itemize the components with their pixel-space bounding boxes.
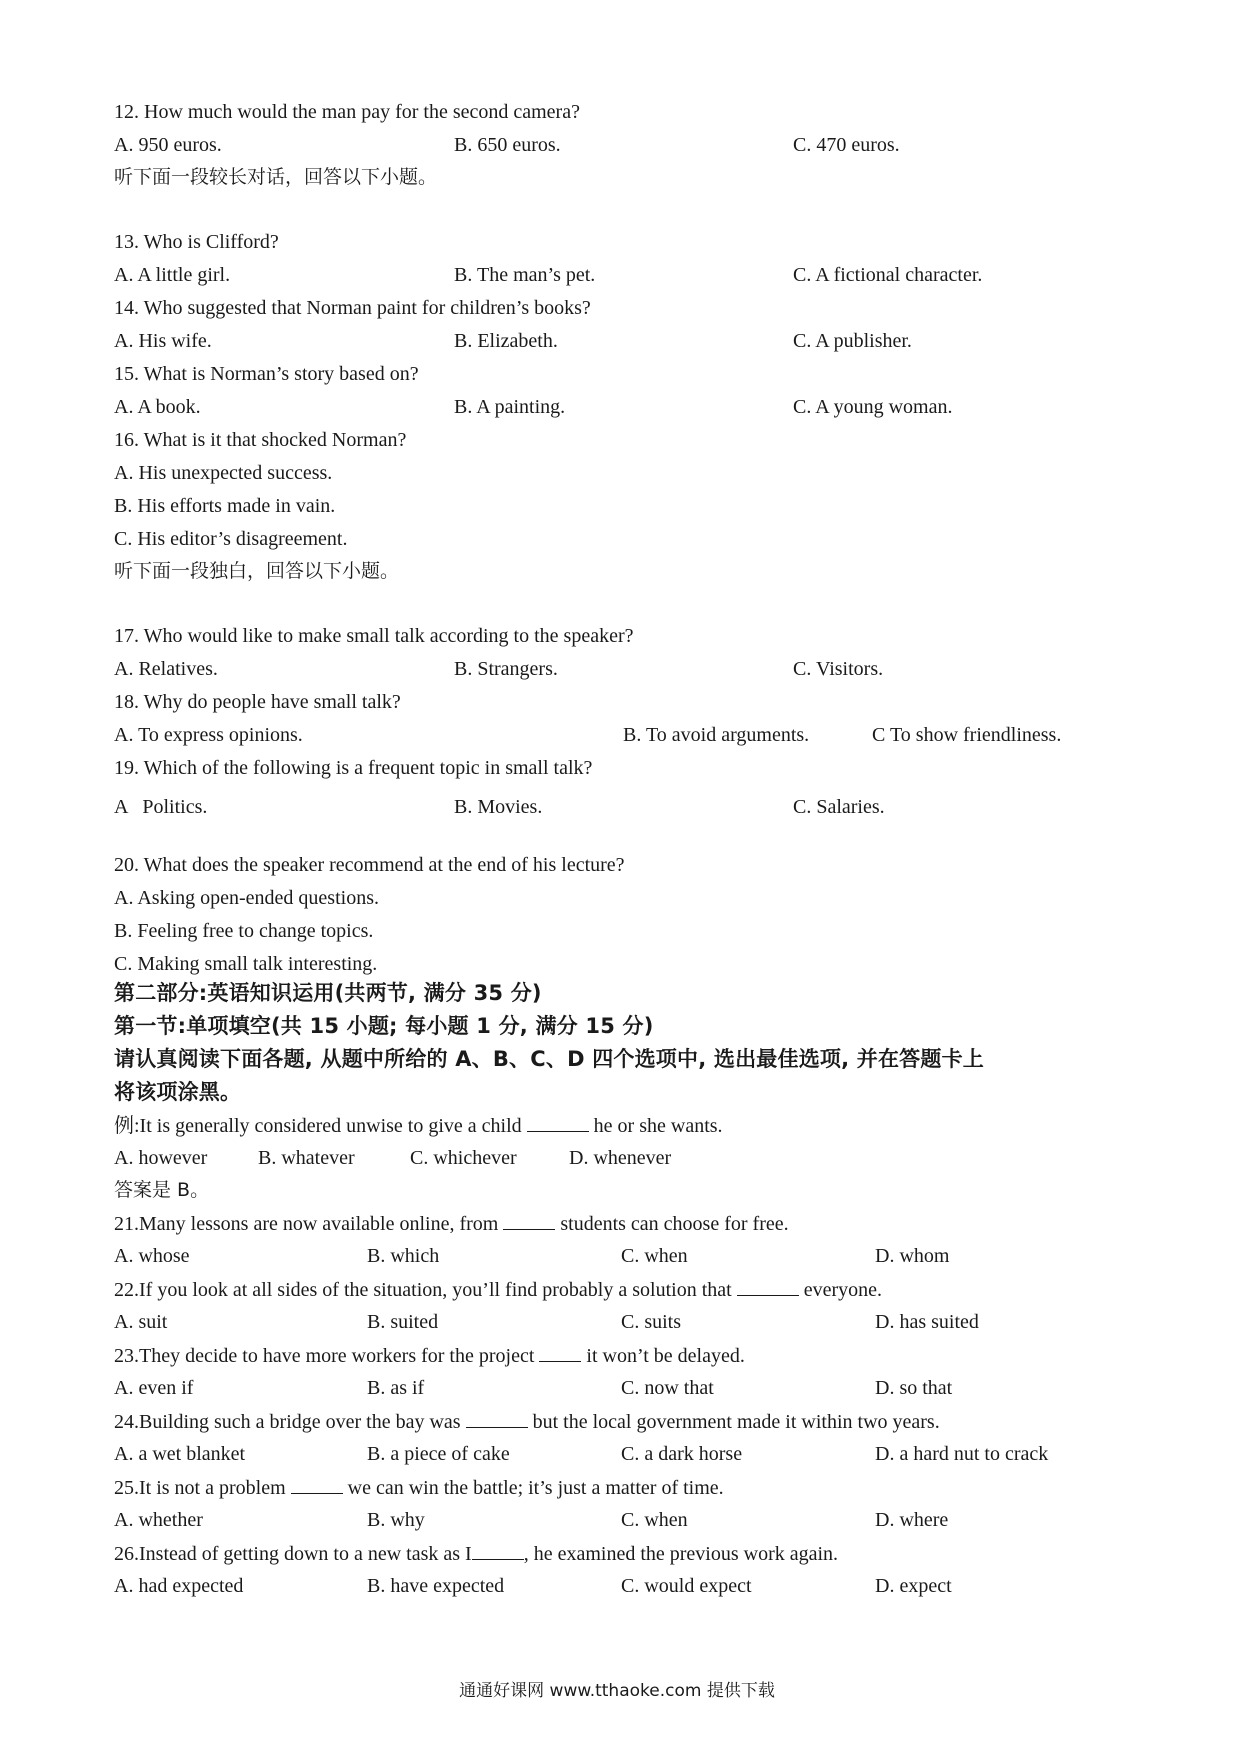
section-2-instruction-line-1: 请认真阅读下面各题, 从题中所给的 A、B、C、D 四个选项中, 选出最佳选项, 并在答题卡上 <box>114 1047 984 1071</box>
question-12-stem: 12. How much would the man pay for the second camera? <box>114 101 580 123</box>
question-23-text-before: 23.They decide to have more workers for the project <box>114 1345 535 1367</box>
question-12-option-c: C. 470 euros. <box>793 134 900 156</box>
question-13-option-b: B. The man’s pet. <box>454 264 596 286</box>
question-23-blank <box>539 1343 581 1362</box>
section-2-instruction-line-2: 将该项涂黑。 <box>114 1080 242 1104</box>
section-2-subtitle: 第一节:单项填空(共 15 小题; 每小题 1 分, 满分 15 分) <box>114 1014 654 1038</box>
question-22-option-c: C. suits <box>621 1311 682 1333</box>
question-19-option-b: B. Movies. <box>454 796 543 818</box>
question-25-stem <box>114 1475 724 1500</box>
question-25-blank <box>291 1475 343 1494</box>
question-23-text-after: it won’t be delayed. <box>586 1345 745 1367</box>
example-question-text-before: 例:It is generally considered unwise to give a child <box>114 1115 522 1137</box>
question-23-option-c: C. now that <box>621 1377 714 1399</box>
question-16-option-a: A. His unexpected success. <box>114 462 333 484</box>
question-25-option-c: C. when <box>621 1509 688 1531</box>
question-18-option-c: C To show friendliness. <box>872 724 1062 746</box>
question-14-option-b: B. Elizabeth. <box>454 330 558 352</box>
question-25-option-d: D. where <box>875 1509 949 1531</box>
question-18-option-a: A. To express opinions. <box>114 724 303 746</box>
question-24-option-b: B. a piece of cake <box>367 1443 510 1465</box>
question-17-option-c: C. Visitors. <box>793 658 884 680</box>
question-25-text-after: we can win the battle; it’s just a matter of time. <box>347 1477 724 1499</box>
question-19-option-a: A Politics. <box>114 796 208 818</box>
question-12-option-a: A. 950 euros. <box>114 134 222 156</box>
page-footer: 通通好课网 www.tthaoke.com 提供下载 <box>459 1681 775 1701</box>
question-19-option-c: C. Salaries. <box>793 796 885 818</box>
question-15-stem: 15. What is Norman’s story based on? <box>114 363 419 385</box>
question-20-option-b: B. Feeling free to change topics. <box>114 920 374 942</box>
question-21-text-after: students can choose for free. <box>560 1213 789 1235</box>
monologue-instruction: 听下面一段独白，回答以下小题。 <box>114 560 400 582</box>
question-23-stem <box>114 1343 745 1368</box>
question-24-text-after: but the local government made it within two years. <box>532 1411 940 1433</box>
question-15-option-a: A. A book. <box>114 396 201 418</box>
question-16-option-b: B. His efforts made in vain. <box>114 495 336 517</box>
question-14-option-a: A. His wife. <box>114 330 212 352</box>
question-24-option-a: A. a wet blanket <box>114 1443 246 1465</box>
question-20-option-a: A. Asking open-ended questions. <box>114 887 379 909</box>
question-23-option-b: B. as if <box>367 1377 425 1399</box>
question-20-option-c: C. Making small talk interesting. <box>114 953 378 975</box>
question-26-option-b: B. have expected <box>367 1575 505 1597</box>
question-21-option-c: C. when <box>621 1245 688 1267</box>
example-option-a: A. however <box>114 1147 208 1169</box>
question-20-stem: 20. What does the speaker recommend at the end of his lecture? <box>114 854 625 876</box>
question-26-stem <box>114 1541 838 1566</box>
question-26-blank <box>472 1541 524 1560</box>
question-15-option-b: B. A painting. <box>454 396 566 418</box>
question-25-option-a: A. whether <box>114 1509 203 1531</box>
question-26-option-c: C. would expect <box>621 1575 752 1597</box>
question-18-option-b: B. To avoid arguments. <box>623 724 810 746</box>
question-14-stem: 14. Who suggested that Norman paint for children’s books? <box>114 297 591 319</box>
question-17-stem: 17. Who would like to make small talk according to the speaker? <box>114 625 634 647</box>
question-24-stem <box>114 1409 940 1434</box>
example-question <box>114 1113 723 1138</box>
example-question-text-after: he or she wants. <box>593 1115 723 1137</box>
example-answer-blank <box>527 1113 589 1132</box>
question-24-text-before: 24.Building such a bridge over the bay was <box>114 1411 461 1433</box>
question-21-option-a: A. whose <box>114 1245 190 1267</box>
section-2-title: 第二部分:英语知识运用(共两节, 满分 35 分) <box>114 981 542 1005</box>
question-26-text-before: 26.Instead of getting down to a new task as I <box>114 1543 472 1565</box>
question-13-option-a: A. A little girl. <box>114 264 231 286</box>
question-22-stem <box>114 1277 882 1302</box>
question-12-option-b: B. 650 euros. <box>454 134 561 156</box>
question-26-text-after: , he examined the previous work again. <box>523 1543 839 1565</box>
question-16-stem: 16. What is it that shocked Norman? <box>114 429 407 451</box>
question-21-text-before: 21.Many lessons are now available online, from <box>114 1213 499 1235</box>
question-24-option-c: C. a dark horse <box>621 1443 743 1465</box>
question-21-option-b: B. which <box>367 1245 440 1267</box>
question-13-stem: 13. Who is Clifford? <box>114 231 279 253</box>
example-option-b: B. whatever <box>258 1147 355 1169</box>
question-22-option-b: B. suited <box>367 1311 439 1333</box>
question-13-option-c: C. A fictional character. <box>793 264 983 286</box>
question-14-option-c: C. A publisher. <box>793 330 912 352</box>
dialogue-instruction: 听下面一段较长对话，回答以下小题。 <box>114 166 438 188</box>
question-21-blank <box>503 1211 555 1230</box>
question-17-option-b: B. Strangers. <box>454 658 558 680</box>
question-22-option-d: D. has suited <box>875 1311 979 1333</box>
question-22-blank <box>737 1277 799 1296</box>
question-25-text-before: 25.It is not a problem <box>114 1477 286 1499</box>
question-24-blank <box>466 1409 528 1428</box>
question-18-stem: 18. Why do people have small talk? <box>114 691 401 713</box>
example-option-c: C. whichever <box>410 1147 517 1169</box>
question-22-text-before: 22.If you look at all sides of the situation, you’ll find probably a solution that <box>114 1279 732 1301</box>
question-19-stem: 19. Which of the following is a frequent topic in small talk? <box>114 757 593 779</box>
question-17-option-a: A. Relatives. <box>114 658 218 680</box>
question-22-text-after: everyone. <box>803 1279 882 1301</box>
question-22-option-a: A. suit <box>114 1311 168 1333</box>
example-option-d: D. whenever <box>569 1147 672 1169</box>
question-21-option-d: D. whom <box>875 1245 950 1267</box>
question-16-option-c: C. His editor’s disagreement. <box>114 528 348 550</box>
question-15-option-c: C. A young woman. <box>793 396 953 418</box>
question-25-option-b: B. why <box>367 1509 425 1531</box>
question-26-option-d: D. expect <box>875 1575 952 1597</box>
example-answer: 答案是 B。 <box>114 1179 210 1201</box>
question-26-option-a: A. had expected <box>114 1575 244 1597</box>
question-23-option-d: D. so that <box>875 1377 953 1399</box>
question-21-stem <box>114 1211 789 1236</box>
question-23-option-a: A. even if <box>114 1377 194 1399</box>
question-24-option-d: D. a hard nut to crack <box>875 1443 1049 1465</box>
